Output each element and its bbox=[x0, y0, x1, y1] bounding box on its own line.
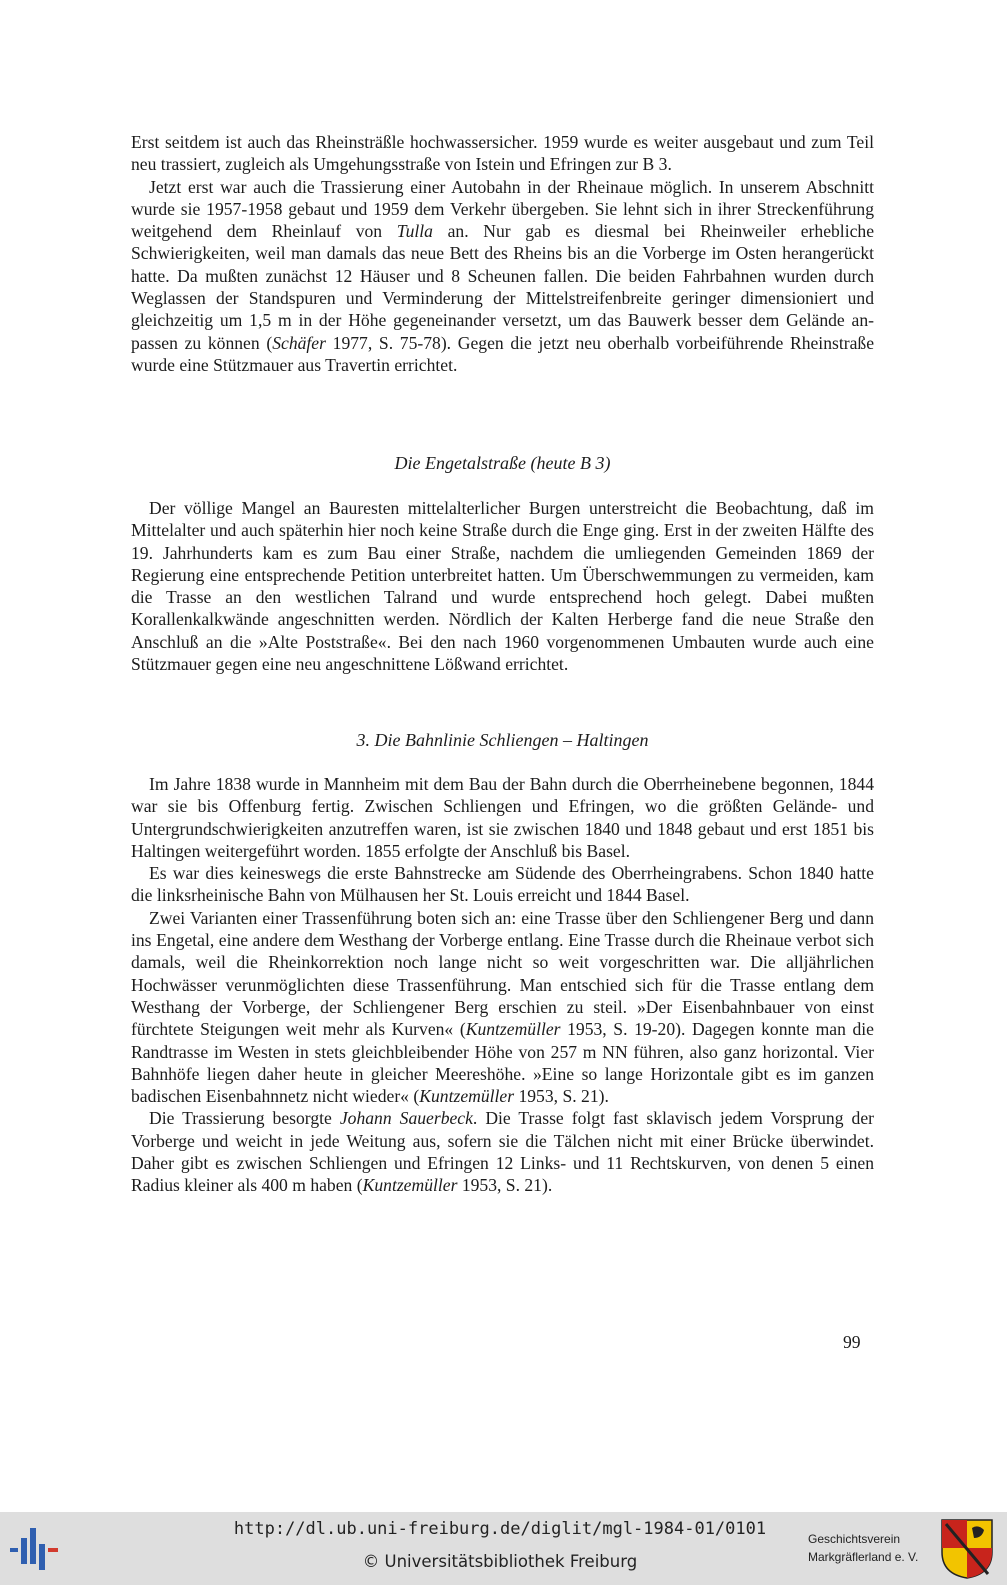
coat-of-arms-icon bbox=[940, 1518, 994, 1580]
citation-author: Kuntzemüller bbox=[419, 1086, 515, 1107]
paragraph-text: Erst seitdem ist auch das Rheinsträßle hochwassersicher. 1959 wurde es weiter ausgebaut und zum Teil neu trassiert, zugleich als Umgehungsstraße von Istein und Efringen zur B 3. bbox=[131, 132, 874, 175]
copyright-text: © Universitätsbibliothek Freiburg bbox=[362, 1552, 638, 1571]
text-section-3 bbox=[131, 773, 874, 1197]
paragraph-text: 1953, S. 19-20). Dagegen konnte man die Randtrasse im Westen in stets gleichbleibender Höhe von 257 m NN führen, also ganz horizontal. Vier Bahnhöfe liegen daher heute in gleicher Meereshöhe. »Eine so lange Horizontale gibt es im ganzen badischen Eisenbahnnetz nicht wieder« ( bbox=[131, 1019, 874, 1107]
ub-freiburg-logo-icon bbox=[8, 1526, 66, 1572]
text-section-2 bbox=[131, 497, 874, 675]
author-name: Tulla bbox=[396, 221, 433, 242]
paragraph bbox=[131, 497, 874, 675]
paragraph bbox=[131, 773, 874, 862]
paragraph-text: 1953, S. 21). bbox=[457, 1175, 553, 1196]
paragraph bbox=[131, 1107, 874, 1196]
paragraph-text: Jetzt erst war auch die Trassierung einer Autobahn in der Rheinaue möglich. In unserem Abschnitt wurde sie 1957-1958 gebaut und 1959 dem Verkehr übergeben. Sie lehnt sich in ihrer Streckenführung weitgehend dem Rheinlauf von bbox=[131, 176, 874, 242]
section-heading: 3. Die Bahnlinie Schliengen – Haltingen bbox=[356, 730, 649, 750]
text-section-1 bbox=[131, 131, 874, 376]
paragraph-text: Im Jahre 1838 wurde in Mannheim mit dem Bau der Bahn durch die Oberrheinebene begonnen, 1844 war sie bis Offenburg fertig. Zwischen Schliengen und Efringen, wo die größten Gelände- und Untergrundschwierigkeiten anzutreffen waren, ist sie zwischen 1840 und 1848 gebaut und erst 1851 bis Haltingen weitergeführt worden. 1855 erfolgte der Anschluß bis Basel. bbox=[131, 774, 874, 861]
paragraph bbox=[131, 862, 874, 907]
author-name: Johann Sauerbeck bbox=[339, 1108, 473, 1129]
paragraph bbox=[131, 907, 874, 1108]
paragraph-text: Zwei Varianten einer Trassenführung boten sich an: eine Trasse über den Schliengener Berg und dann ins Engetal, eine andere dem Westhang der Vorberge entlang. Eine Trasse durch die Rheinaue verbot sich damals, weil die Rheinkorrektion noch lange nicht so weit vorgeschritten war. Die alljährlichen Hochwässer verunmöglichten diese Trassenführung. Man entschied sich für die Trasse entlang dem Westhang der Vorberge, der Schliengener Berg erschien zu steil. »Der Eisenbahnbauer von einst fürchtete Steigungen weit mehr als Kurven« ( bbox=[131, 907, 874, 1040]
section-heading: Die Engetalstraße (heute B 3) bbox=[394, 453, 611, 473]
paragraph-text: 1953, S. 21). bbox=[514, 1086, 609, 1107]
paragraph-text: . Die Trasse folgt fast sklavisch jedem Vorsprung der Vorberge und weicht in jede Weitung aus, sofern sie die Tälchen nicht mit einer Brücke überwindet. Daher gibt es zwischen Schliengen und Efringen 12 Links- und 11 Rechtskurven, von denen 5 einen Radius kleiner als 400 m haben ( bbox=[131, 1108, 874, 1196]
paragraph-text: Der völlige Mangel an Bauresten mittelalterlicher Burgen unterstreicht die Beobachtung, daß im Mittelalter und auch späterhin hier noch keine Straße durch die Enge ging. Erst in der zweiten Hälfte des 19. Jahrhunderts kam es zum Bau einer Straße, nachdem die umliegenden Gemeinden 1869 der Regierung eine entsprechende Petition unterbreitet hatten. Um Überschwemmungen zu vermeiden, kam die Trasse an den westlichen Talrand und wurde entsprechend hoch gelegt. Dabei mußten Korallenkalkwände angeschnitten werden. Nördlich der Kalten Herberge fand die neue Straße den Anschluß an die »Alte Poststraße«. Bei den nach 1960 vorgenommenen Umbauten wurde auch eine Stützmauer gegen eine neu angeschnittene Lößwand errichtet. bbox=[131, 498, 874, 675]
paragraph-text: Es war dies keineswegs die erste Bahnstrecke am Südende des Oberrheingrabens. Schon 1840 hatte die linksrheinische Bahn von Mülhausen her St. Louis erreicht und 1844 Basel. bbox=[131, 863, 874, 906]
society-line: Geschichtsverein bbox=[808, 1532, 901, 1546]
paragraph bbox=[131, 131, 874, 176]
footer-bar bbox=[0, 1512, 1007, 1585]
paragraph-text: Die Trassierung besorgte bbox=[149, 1108, 340, 1129]
citation-author: Kuntzemüller bbox=[362, 1175, 458, 1196]
citation-author: Kuntzemüller bbox=[465, 1019, 561, 1040]
citation-author: Schäfer bbox=[272, 332, 326, 353]
paragraph-text: an. Nur gab es diesmal bei Rheinweiler erhebliche Schwierigkeiten, weil man damals das neue Bett des Rheins bis an die Vorberge im Osten herangerückt hatte. Da mußten zunächst 12 Häuser und 8 Scheunen fallen. Die beiden Fahrbahnen wurden durch Weglassen der Standspuren und Verminderung der Mittelstreifenbreite geringer dimensioniert und gleichzeitig um 1,5 m in der Höhe gegeneinander versetzt, um das Bauwerk besser dem Gelände anpassen zu können ( bbox=[131, 221, 875, 353]
society-name bbox=[808, 1530, 933, 1566]
paragraph-text: 1977, S. 75-78). Gegen die jetzt neu oberhalb vorbeiführende Rheinstraße wurde eine Stützmauer aus Travertin errichtet. bbox=[131, 332, 875, 375]
page-number: 99 bbox=[843, 1332, 861, 1352]
society-line: Markgräflerland e. V. bbox=[808, 1550, 919, 1564]
document-url-link[interactable]: http://dl.ub.uni-freiburg.de/diglit/mgl-1984-01/0101 bbox=[233, 1519, 767, 1539]
paragraph bbox=[131, 176, 874, 377]
